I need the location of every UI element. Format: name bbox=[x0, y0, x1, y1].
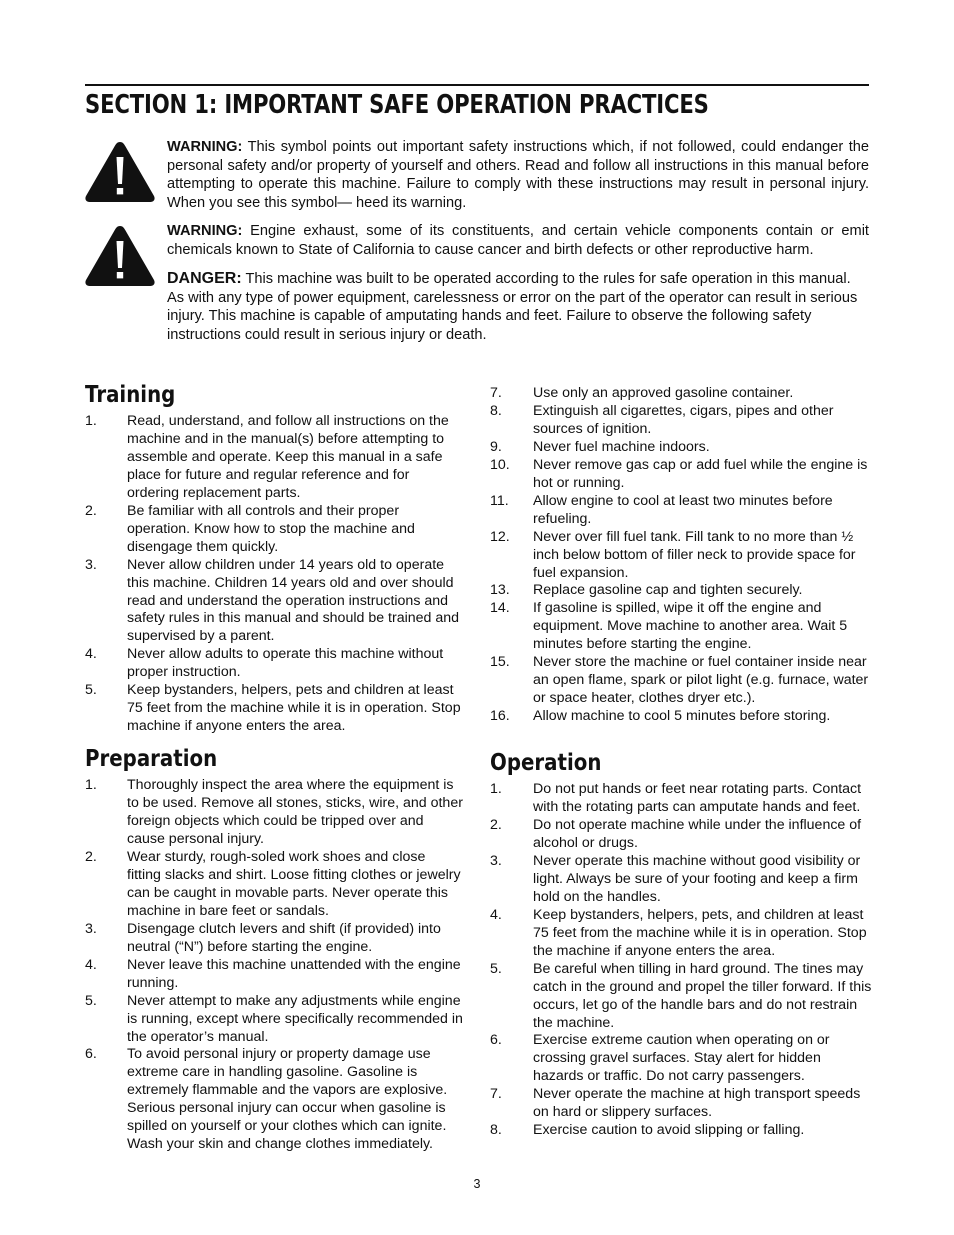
list-item bbox=[85, 503, 463, 557]
item-number: 10. bbox=[490, 456, 510, 473]
operation-list bbox=[490, 781, 872, 1140]
item-text: Exercise caution to avoid slipping or falling. bbox=[533, 1122, 805, 1139]
item-text: Disengage clutch levers and shift (if provided) into neutral (“N”) before starting the engine. bbox=[127, 920, 441, 955]
list-item bbox=[490, 457, 872, 493]
list-item bbox=[85, 849, 463, 921]
danger-notice bbox=[167, 270, 869, 344]
item-number: 16. bbox=[490, 708, 510, 725]
item-text: Exercise extreme caution when operating on or crossing gravel surfaces. Stay alert for hidden hazards or traffic. Do not carry passengers. bbox=[533, 1032, 830, 1085]
item-text: Keep bystanders, helpers, pets, and children at least 75 feet from the machine while it is in operation. Stop the machine if anyone enters the area. bbox=[533, 906, 867, 959]
item-text: Never store the machine or fuel container inside near an open flame, spark or pilot light (e.g. furnace, water or space heater, clothes dryer etc.). bbox=[533, 654, 869, 707]
right-column bbox=[490, 385, 872, 1140]
list-item bbox=[490, 907, 872, 961]
item-text: Read, understand, and follow all instructions on the machine and in the manual(s) before attempting to assemble and operate. Keep this manual in a safe place for future and regular reference and for ordering replacement parts. bbox=[127, 413, 449, 501]
item-text: Never allow adults to operate this machine without proper instruction. bbox=[127, 646, 444, 681]
item-text: Extinguish all cigarettes, cigars, pipes and other sources of ignition. bbox=[533, 402, 834, 437]
item-number: 12. bbox=[490, 528, 510, 545]
item-number: 9. bbox=[490, 438, 502, 455]
item-text: Never operate the machine at high transport speeds on hard or slippery surfaces. bbox=[533, 1086, 861, 1121]
item-text: Never over fill fuel tank. Fill tank to no more than ½ inch below bottom of filler neck to provide space for fuel expansion. bbox=[533, 528, 856, 581]
item-text: Never allow children under 14 years old to operate this machine. Children 14 years old and over should read and understand the operation instructions and safety rules in this manual and should be trained and supervised by a parent. bbox=[127, 556, 460, 645]
list-item bbox=[490, 439, 872, 457]
list-item bbox=[490, 817, 872, 853]
warning-icon bbox=[84, 225, 156, 287]
item-text: Thoroughly inspect the area where the equipment is to be used. Remove all stones, sticks, wire, and other foreign objects which could be tripped over and cause personal injury. bbox=[127, 777, 463, 848]
item-number: 6. bbox=[85, 1046, 97, 1063]
preparation-list-continued bbox=[490, 385, 872, 726]
list-item bbox=[490, 708, 872, 726]
item-number: 1. bbox=[85, 777, 97, 794]
item-text: Allow engine to cool at least two minutes before refueling. bbox=[533, 492, 833, 527]
item-number: 4. bbox=[85, 956, 97, 973]
preparation-list bbox=[85, 777, 463, 1154]
notice-label: WARNING: bbox=[167, 223, 243, 239]
item-number: 13. bbox=[490, 582, 510, 599]
list-item bbox=[490, 582, 872, 600]
list-item bbox=[85, 646, 463, 682]
left-column bbox=[85, 380, 463, 1154]
list-item bbox=[490, 1032, 872, 1086]
page-number: 3 bbox=[473, 1177, 481, 1191]
list-item bbox=[490, 1122, 872, 1140]
item-text: Wear sturdy, rough-soled work shoes and close fitting slacks and shirt. Loose fitting clothes or jewelry can be caught in movable parts. Never operate this machine in bare feet or sandals. bbox=[127, 848, 461, 919]
item-text: If gasoline is spilled, wipe it off the engine and equipment. Move machine to another area. Wait 5 minutes before starting the engine. bbox=[533, 600, 848, 653]
item-text: To avoid personal injury or property damage use extreme care in handling gasoline. Gasoline is extremely flammable and the vapors are explosive. Serious personal injury can occur when gasoline is spilled on yourself or your clothes which can ignite. Wash your skin and change clothes immediately. bbox=[127, 1046, 448, 1153]
list-item bbox=[490, 1086, 872, 1122]
list-item bbox=[490, 654, 872, 708]
item-text: Be familiar with all controls and their proper operation. Know how to stop the machine and disengage them quickly. bbox=[127, 502, 415, 555]
item-text: Replace gasoline cap and tighten securely. bbox=[533, 582, 803, 599]
item-number: 2. bbox=[85, 502, 97, 519]
notice-text: This machine was built to be operated according to the rules for safe operation in this manual. As with any type of power equipment, carelessness or error on the part of the operator can result in serious injury. This machine is capable of amputating hands and feet. Failure to observe the following safety instructions could result in serious injury or death. bbox=[167, 271, 858, 343]
notice-label: DANGER: bbox=[167, 270, 242, 287]
header-rule bbox=[85, 84, 869, 86]
item-text: Never operate this machine without good visibility or light. Always be sure of your footing and keep a firm hold on the handles. bbox=[533, 852, 861, 905]
item-number: 2. bbox=[490, 817, 502, 834]
notice-label: WARNING: bbox=[167, 139, 243, 155]
list-item bbox=[85, 557, 463, 647]
section-title: SECTION 1: IMPORTANT SAFE OPERATION PRACTICES bbox=[85, 90, 709, 120]
item-number: 2. bbox=[85, 848, 97, 865]
item-text: Never attempt to make any adjustments while engine is running, except where specifically recommended in the operator’s manual. bbox=[127, 992, 463, 1045]
notice-text: This symbol points out important safety instructions which, if not followed, could endanger the personal safety and/or property of yourself and others. Read and follow all instructions in this manual before attempting to operate this machine. Failure to comply with these instructions may result in personal injury. When you see this symbol— heed its warning. bbox=[167, 139, 869, 211]
list-item bbox=[85, 1046, 463, 1154]
list-item bbox=[85, 921, 463, 957]
item-number: 6. bbox=[490, 1032, 502, 1049]
list-item bbox=[490, 493, 872, 529]
item-number: 5. bbox=[85, 992, 97, 1009]
list-item bbox=[490, 403, 872, 439]
warning-notice-symbol bbox=[167, 138, 869, 212]
item-number: 11. bbox=[490, 492, 509, 509]
item-number: 3. bbox=[490, 852, 502, 869]
list-item bbox=[490, 600, 872, 654]
preparation-heading: Preparation bbox=[85, 746, 218, 773]
item-number: 1. bbox=[85, 413, 97, 429]
item-number: 8. bbox=[490, 402, 502, 419]
list-item bbox=[85, 682, 463, 736]
list-item bbox=[490, 385, 872, 403]
item-number: 14. bbox=[490, 600, 510, 617]
item-number: 4. bbox=[490, 906, 502, 923]
warning-icon bbox=[84, 141, 156, 203]
list-item bbox=[85, 957, 463, 993]
list-item bbox=[85, 413, 463, 503]
training-heading: Training bbox=[85, 382, 176, 408]
item-number: 7. bbox=[490, 1086, 502, 1103]
list-item bbox=[85, 777, 463, 849]
item-text: Never remove gas cap or add fuel while the engine is hot or running. bbox=[533, 456, 868, 491]
item-text: Be careful when tilling in hard ground. The tines may catch in the ground and propel the tiller forward. If this occurs, let go of the handle bars and do not restrain the machine. bbox=[533, 960, 872, 1031]
item-number: 5. bbox=[85, 682, 97, 699]
operation-heading: Operation bbox=[490, 750, 602, 777]
item-text: Never leave this machine unattended with the engine running. bbox=[127, 956, 461, 991]
item-number: 7. bbox=[490, 385, 502, 401]
list-item bbox=[490, 853, 872, 907]
item-number: 8. bbox=[490, 1122, 502, 1139]
item-number: 5. bbox=[490, 960, 502, 977]
warning-notice-california bbox=[167, 222, 869, 259]
item-number: 3. bbox=[85, 920, 97, 937]
item-text: Do not put hands or feet near rotating parts. Contact with the rotating parts can amputate hands and feet. bbox=[533, 781, 862, 816]
item-number: 4. bbox=[85, 646, 97, 663]
item-text: Keep bystanders, helpers, pets and children at least 75 feet from the machine while it is in operation. Stop machine if anyone enters the area. bbox=[127, 682, 461, 735]
item-text: Do not operate machine while under the influence of alcohol or drugs. bbox=[533, 817, 862, 851]
list-item bbox=[490, 781, 872, 817]
item-number: 1. bbox=[490, 781, 502, 798]
notice-text: Engine exhaust, some of its constituents, and certain vehicle components contain or emit chemicals known to State of California to cause cancer and birth defects or other reproductive harm. bbox=[167, 223, 869, 258]
item-text: Use only an approved gasoline container. bbox=[533, 385, 794, 401]
training-list bbox=[85, 413, 463, 736]
list-item bbox=[85, 993, 463, 1047]
list-item bbox=[490, 529, 872, 583]
item-text: Allow machine to cool 5 minutes before storing. bbox=[533, 708, 831, 725]
item-text: Never fuel machine indoors. bbox=[533, 438, 710, 455]
item-number: 15. bbox=[490, 654, 510, 671]
item-number: 3. bbox=[85, 556, 97, 573]
list-item bbox=[490, 961, 872, 1033]
